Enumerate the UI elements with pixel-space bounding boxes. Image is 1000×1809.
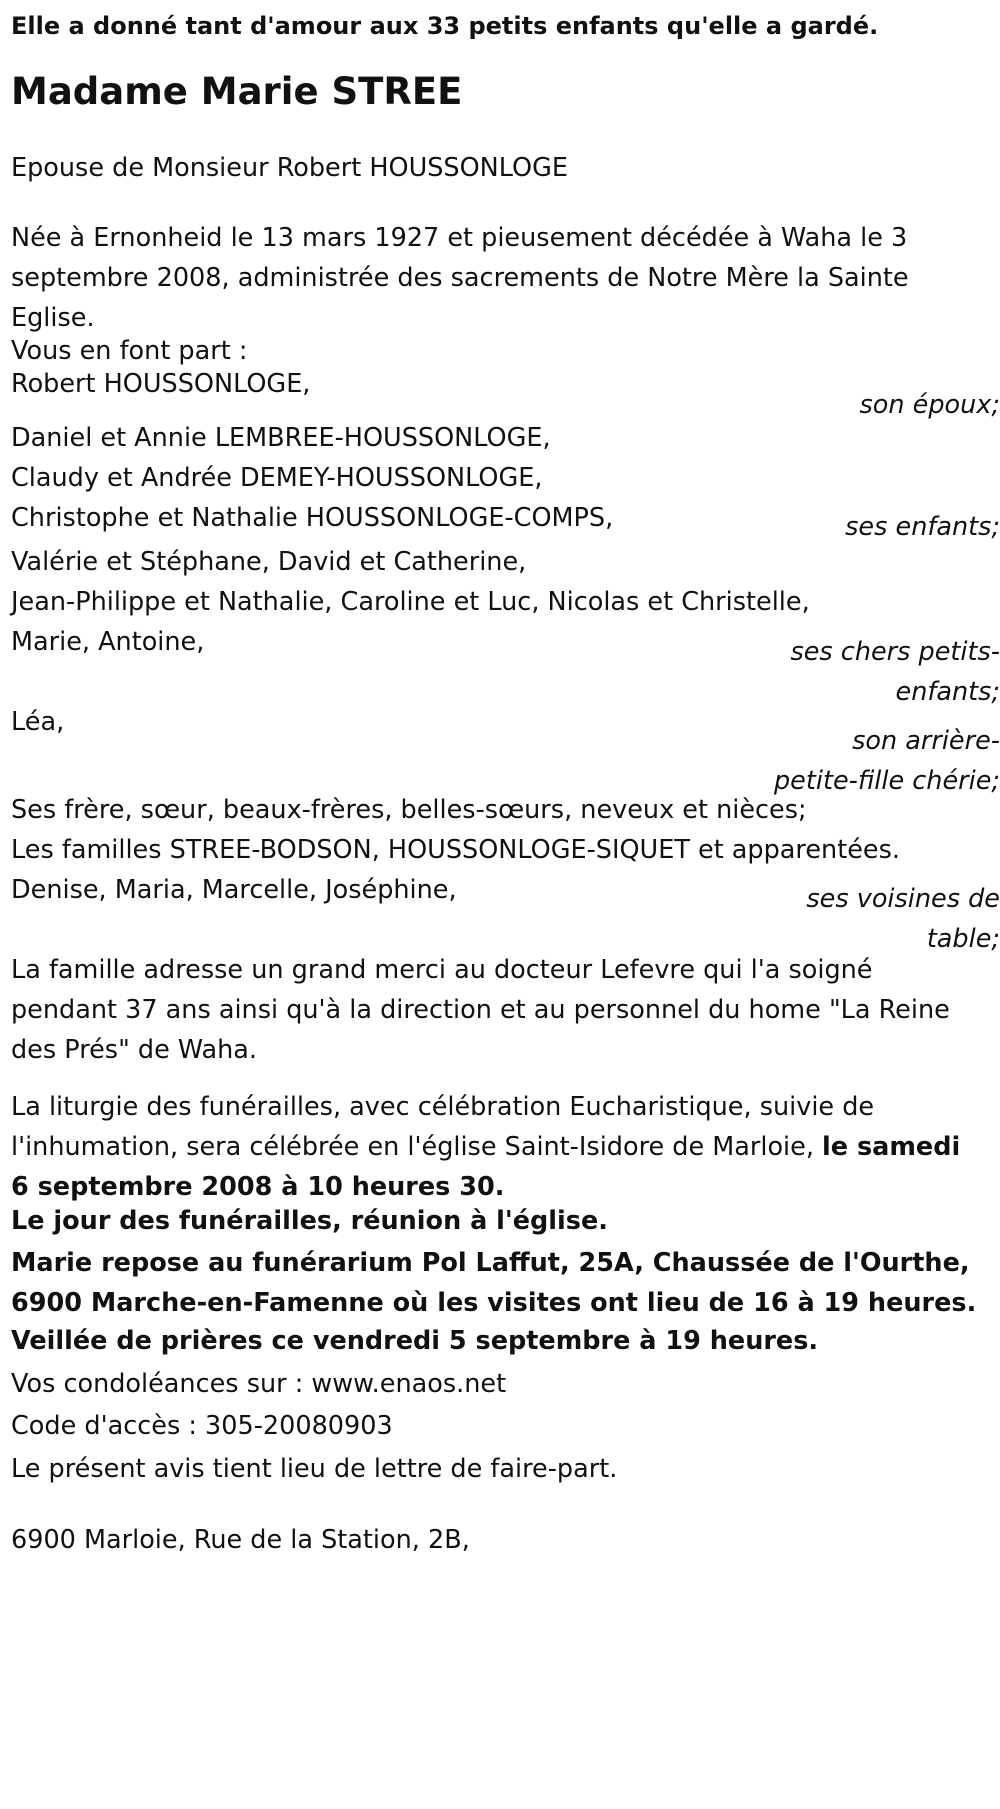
neighbors-line: Denise, Maria, Marcelle, Joséphine, <box>11 875 457 905</box>
spouse-line: Epouse de Monsieur Robert HOUSSONLOGE <box>11 153 569 183</box>
birth-line: Née à Ernonheid le 13 mars 1927 et pieusement décédée à Waha le 3 <box>11 223 908 253</box>
children-role: ses enfants; <box>845 512 1000 542</box>
rest-line: 6900 Marche-en-Famenne où les visites ont lieu de 16 à 19 heures. <box>11 1288 977 1318</box>
child-line: Christophe et Nathalie HOUSSONLOGE-COMPS, <box>11 503 614 533</box>
thanks-line: pendant 37 ans ainsi qu'à la direction et au personnel du home "La Reine <box>11 995 950 1025</box>
rest-paragraph <box>11 1243 996 1323</box>
ceremony-line <box>11 1127 996 1167</box>
thanks-line: des Prés" de Waha. <box>11 1035 258 1065</box>
neighbors-role <box>600 879 1000 959</box>
grandchildren-role-line: enfants; <box>895 677 1000 707</box>
ceremony-line: La liturgie des funérailles, avec célébration Eucharistique, suivie de <box>11 1092 875 1122</box>
great-grandchild-role <box>600 721 1000 801</box>
thanks-paragraph <box>11 950 996 1070</box>
ceremony-date-line: 6 septembre 2008 à 10 heures 30. <box>11 1172 505 1202</box>
siblings-line: Ses frère, sœur, beaux-frères, belles-sœurs, neveux et nièces; <box>11 795 807 825</box>
ceremony-paragraph <box>11 1087 996 1207</box>
ceremony-text: l'inhumation, sera célébrée en l'église Saint-Isidore de Marloie, <box>11 1132 823 1162</box>
vigil-line: Veillée de prières ce vendredi 5 septembre à 19 heures. <box>11 1326 819 1356</box>
grandchildren-role <box>600 632 1000 712</box>
grandchild-line: Jean-Philippe et Nathalie, Caroline et Luc, Nicolas et Christelle, <box>11 587 810 617</box>
child-line: Daniel et Annie LEMBREE-HOUSSONLOGE, <box>11 423 551 453</box>
neighbors-role-line: ses voisines de <box>806 884 1000 914</box>
great-role-line: son arrière- <box>852 726 1000 756</box>
child-line: Claudy et Andrée DEMEY-HOUSSONLOGE, <box>11 463 543 493</box>
great-role-line: petite-fille chérie; <box>773 766 1000 796</box>
grandchild-line: Valérie et Stéphane, David et Catherine, <box>11 547 527 577</box>
husband-line: Robert HOUSSONLOGE, <box>11 369 311 399</box>
rest-line: Marie repose au funérarium Pol Laffut, 25A, Chaussée de l'Ourthe, <box>11 1248 970 1278</box>
announce-line: Vous en font part : <box>11 336 248 366</box>
page-title: Madame Marie STREE <box>11 70 463 113</box>
husband-role: son époux; <box>859 390 1000 420</box>
address-line: 6900 Marloie, Rue de la Station, 2B, <box>11 1525 470 1555</box>
gathering-line: Le jour des funérailles, réunion à l'église. <box>11 1206 608 1236</box>
birth-line: Eglise. <box>11 303 95 333</box>
neighbors-role-line: table; <box>926 924 1000 954</box>
grandchild-line: Marie, Antoine, <box>11 627 205 657</box>
birth-paragraph <box>11 218 996 338</box>
birth-line: septembre 2008, administrée des sacrements de Notre Mère la Sainte <box>11 263 909 293</box>
great-grandchild-line: Léa, <box>11 707 65 737</box>
grandchildren-role-line: ses chers petits- <box>790 637 1000 667</box>
condolences-line: Vos condoléances sur : www.enaos.net <box>11 1369 507 1399</box>
access-code-line: Code d'accès : 305-20080903 <box>11 1411 393 1441</box>
tagline: Elle a donné tant d'amour aux 33 petits enfants qu'elle a gardé. <box>11 12 879 40</box>
notice-line: Le présent avis tient lieu de lettre de faire-part. <box>11 1454 618 1484</box>
thanks-line: La famille adresse un grand merci au docteur Lefevre qui l'a soigné <box>11 955 873 985</box>
ceremony-date: le samedi <box>822 1132 961 1162</box>
families-line: Les familles STREE-BODSON, HOUSSONLOGE-SIQUET et apparentées. <box>11 835 900 865</box>
